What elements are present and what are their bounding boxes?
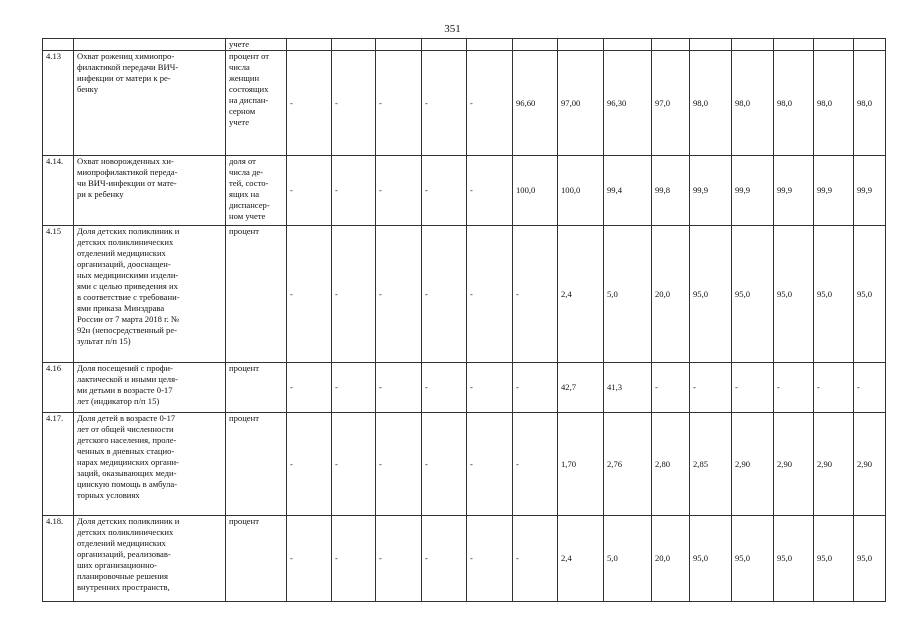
unit-cell: процент xyxy=(226,226,287,363)
table-cell xyxy=(814,39,854,51)
value-cell: 95,0 xyxy=(854,226,886,363)
table-cell xyxy=(43,39,74,51)
table-cell xyxy=(732,39,774,51)
value-cell: - xyxy=(287,516,332,602)
value-cell: 41,3 xyxy=(604,363,652,413)
value-cell: 98,0 xyxy=(774,51,814,156)
value-cell: - xyxy=(332,363,376,413)
value-cell: 98,0 xyxy=(814,51,854,156)
table-row xyxy=(43,156,886,226)
table-row xyxy=(43,413,886,516)
value-cell: 1,70 xyxy=(558,413,604,516)
value-cell: - xyxy=(332,156,376,226)
value-cell: - xyxy=(287,363,332,413)
indicator-table xyxy=(42,38,886,602)
value-cell: - xyxy=(332,226,376,363)
table-cell xyxy=(74,39,226,51)
table-row xyxy=(43,51,886,156)
table-row xyxy=(43,226,886,363)
value-cell: 2,4 xyxy=(558,226,604,363)
value-cell: 20,0 xyxy=(652,516,690,602)
value-cell: - xyxy=(287,413,332,516)
value-cell: 98,0 xyxy=(690,51,732,156)
value-cell: 95,0 xyxy=(814,226,854,363)
value-cell: 2,90 xyxy=(732,413,774,516)
value-cell: 95,0 xyxy=(814,516,854,602)
value-cell: - xyxy=(376,156,422,226)
value-cell: - xyxy=(376,413,422,516)
value-cell: 2,90 xyxy=(854,413,886,516)
value-cell: 99,8 xyxy=(652,156,690,226)
value-cell: - xyxy=(690,363,732,413)
value-cell: - xyxy=(287,51,332,156)
value-cell: 99,9 xyxy=(774,156,814,226)
value-cell: 5,0 xyxy=(604,516,652,602)
value-cell: - xyxy=(376,363,422,413)
table-cell xyxy=(376,39,422,51)
value-cell: 2,90 xyxy=(814,413,854,516)
row-number: 4.17. xyxy=(43,413,74,516)
value-cell: - xyxy=(467,363,513,413)
row-number: 4.16 xyxy=(43,363,74,413)
indicator-name: Охват рожениц химиопро- филактикой передачи ВИЧ- инфекции от матери к ре- бенку xyxy=(74,51,226,156)
value-cell: 95,0 xyxy=(690,516,732,602)
value-cell: - xyxy=(376,226,422,363)
value-cell: - xyxy=(332,51,376,156)
unit-cell: процент xyxy=(226,516,287,602)
table-row xyxy=(43,516,886,602)
value-cell: 97,00 xyxy=(558,51,604,156)
table-cell xyxy=(558,39,604,51)
unit-cell: доля от числа де- тей, состо- ящих на диспансер- ном учете xyxy=(226,156,287,226)
value-cell: - xyxy=(854,363,886,413)
value-cell: 95,0 xyxy=(732,226,774,363)
value-cell: - xyxy=(732,363,774,413)
value-cell: - xyxy=(376,51,422,156)
value-cell: - xyxy=(467,516,513,602)
value-cell: - xyxy=(422,363,467,413)
indicator-name: Охват новорожденных хи- миопрофилактикой переда- чи ВИЧ-инфекции от мате- ри к ребенку xyxy=(74,156,226,226)
value-cell: 98,0 xyxy=(732,51,774,156)
value-cell: - xyxy=(467,156,513,226)
value-cell: - xyxy=(513,413,558,516)
value-cell: 2,85 xyxy=(690,413,732,516)
value-cell: - xyxy=(422,413,467,516)
value-cell: - xyxy=(376,516,422,602)
value-cell: 95,0 xyxy=(774,516,814,602)
value-cell: - xyxy=(513,363,558,413)
table-cell xyxy=(287,39,332,51)
table-cell xyxy=(513,39,558,51)
value-cell: 99,9 xyxy=(854,156,886,226)
value-cell: 100,0 xyxy=(558,156,604,226)
table-cell xyxy=(422,39,467,51)
table-cell xyxy=(774,39,814,51)
value-cell: 99,9 xyxy=(814,156,854,226)
value-cell: - xyxy=(774,363,814,413)
value-cell: - xyxy=(513,516,558,602)
value-cell: 2,4 xyxy=(558,516,604,602)
table-row xyxy=(43,363,886,413)
value-cell: 2,90 xyxy=(774,413,814,516)
row-number: 4.14. xyxy=(43,156,74,226)
value-cell: - xyxy=(513,226,558,363)
value-cell: 5,0 xyxy=(604,226,652,363)
value-cell: 95,0 xyxy=(690,226,732,363)
value-cell: 97,0 xyxy=(652,51,690,156)
table-cell xyxy=(332,39,376,51)
page-number: 351 xyxy=(444,23,461,35)
indicator-name: Доля детских поликлиник и детских поликлинических отделений медицинских организаций, реализовав- ших организационно- планировочные решения внутренних пространств, xyxy=(74,516,226,602)
value-cell: 42,7 xyxy=(558,363,604,413)
unit-cell: учете xyxy=(226,39,287,51)
row-number: 4.13 xyxy=(43,51,74,156)
value-cell: - xyxy=(652,363,690,413)
value-cell: - xyxy=(287,156,332,226)
value-cell: - xyxy=(287,226,332,363)
value-cell: - xyxy=(467,226,513,363)
value-cell: - xyxy=(422,156,467,226)
value-cell: - xyxy=(814,363,854,413)
value-cell: - xyxy=(422,226,467,363)
table-cell xyxy=(690,39,732,51)
table-cell xyxy=(652,39,690,51)
value-cell: - xyxy=(467,413,513,516)
value-cell: - xyxy=(332,516,376,602)
indicator-name: Доля посещений с профи- лактической и иными целя- ми детьми в возрасте 0-17 лет (индикатор п/п 15) xyxy=(74,363,226,413)
value-cell: 20,0 xyxy=(652,226,690,363)
value-cell: - xyxy=(422,51,467,156)
value-cell: 98,0 xyxy=(854,51,886,156)
unit-cell: процент xyxy=(226,413,287,516)
value-cell: - xyxy=(332,413,376,516)
table-cell xyxy=(467,39,513,51)
unit-cell: процент xyxy=(226,363,287,413)
value-cell: 100,0 xyxy=(513,156,558,226)
value-cell: 95,0 xyxy=(854,516,886,602)
value-cell: 96,30 xyxy=(604,51,652,156)
value-cell: 95,0 xyxy=(774,226,814,363)
continuation-row xyxy=(43,39,886,51)
table-cell xyxy=(604,39,652,51)
value-cell: 2,80 xyxy=(652,413,690,516)
value-cell: 96,60 xyxy=(513,51,558,156)
value-cell: 99,4 xyxy=(604,156,652,226)
indicator-name: Доля детских поликлиник и детских поликлинических отделений медицинских организаций, дооснащен- ных медицинскими издели- ями с целью приведения их в соответствие с требовани- ями приказа Минздрава России от 7 марта 2018 г. № 92н (непосредственный ре- зультат п/п 15) xyxy=(74,226,226,363)
value-cell: 95,0 xyxy=(732,516,774,602)
indicator-name: Доля детей в возрасте 0-17 лет от общей численности детского населения, проле- ченных в дневных стацио- нарах медицинских органи- заций, оказывающих меди- цинскую помощь в амбула- торных условиях xyxy=(74,413,226,516)
value-cell: - xyxy=(422,516,467,602)
value-cell: 99,9 xyxy=(732,156,774,226)
unit-cell: процент от числа женщин состоящих на диспан- серном учете xyxy=(226,51,287,156)
table-cell xyxy=(854,39,886,51)
row-number: 4.18. xyxy=(43,516,74,602)
value-cell: 99,9 xyxy=(690,156,732,226)
value-cell: 2,76 xyxy=(604,413,652,516)
value-cell: - xyxy=(467,51,513,156)
row-number: 4.15 xyxy=(43,226,74,363)
